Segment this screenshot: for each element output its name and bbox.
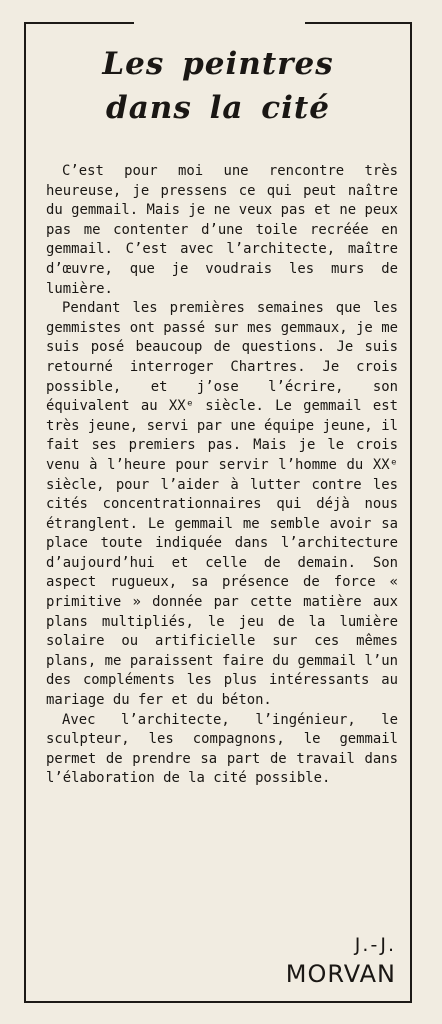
title-line-1: Les peintres xyxy=(102,46,334,82)
frame-top-rule-right xyxy=(305,22,412,24)
frame-top-rule-left xyxy=(24,22,134,24)
article-body xyxy=(46,162,398,789)
title-line-2: dans la cité xyxy=(106,90,330,126)
signature-name: MORVAN xyxy=(285,960,396,988)
article-title xyxy=(24,42,412,130)
signature-initials: J.-J. xyxy=(354,934,396,956)
paragraph-3: Avec l’architecte, l’ingénieur, le sculpteur, les compagnons, le gemmail permet de prendre sa part de travail dans l’élaboration de la cité possible. xyxy=(46,711,398,787)
paragraph-1: C’est pour moi une rencontre très heureuse, je pressens ce qui peut naître du gemmail. Mais je ne veux pas et ne peux pas me contenter d’une toile recréée en gemmail. C’est avec l’architecte, maître d’œuvre, que je voudrais les murs de lumière. xyxy=(46,163,398,297)
paragraph-2: Pendant les premières semaines que les gemmistes ont passé sur mes gemmaux, je me suis posé beaucoup de questions. Je suis retourné interroger Chartres. Je crois possible, et j’ose l’écrire, son équivalent au XXᵉ siècle. Le gemmail est très jeune, servi par une équipe jeune, il fait ses premiers pas. Mais je le crois venu à l’heure pour servir l’homme du XXᵉ siècle, pour l’aider à lutter contre les cités concentrationnaires qui déjà nous étranglent. Le gemmail me semble avoir sa place toute indiquée dans l’architecture d’aujourd’hui et celle de demain. Son aspect rugueux, sa présence de force « primitive » donnée par cette matière aux plans multipliés, le jeu de la lumière solaire ou artificielle sur ces mêmes plans, me paraissent faire du gemmail l’un des compléments les plus intéressants au mariage du fer et du béton. xyxy=(46,300,398,709)
